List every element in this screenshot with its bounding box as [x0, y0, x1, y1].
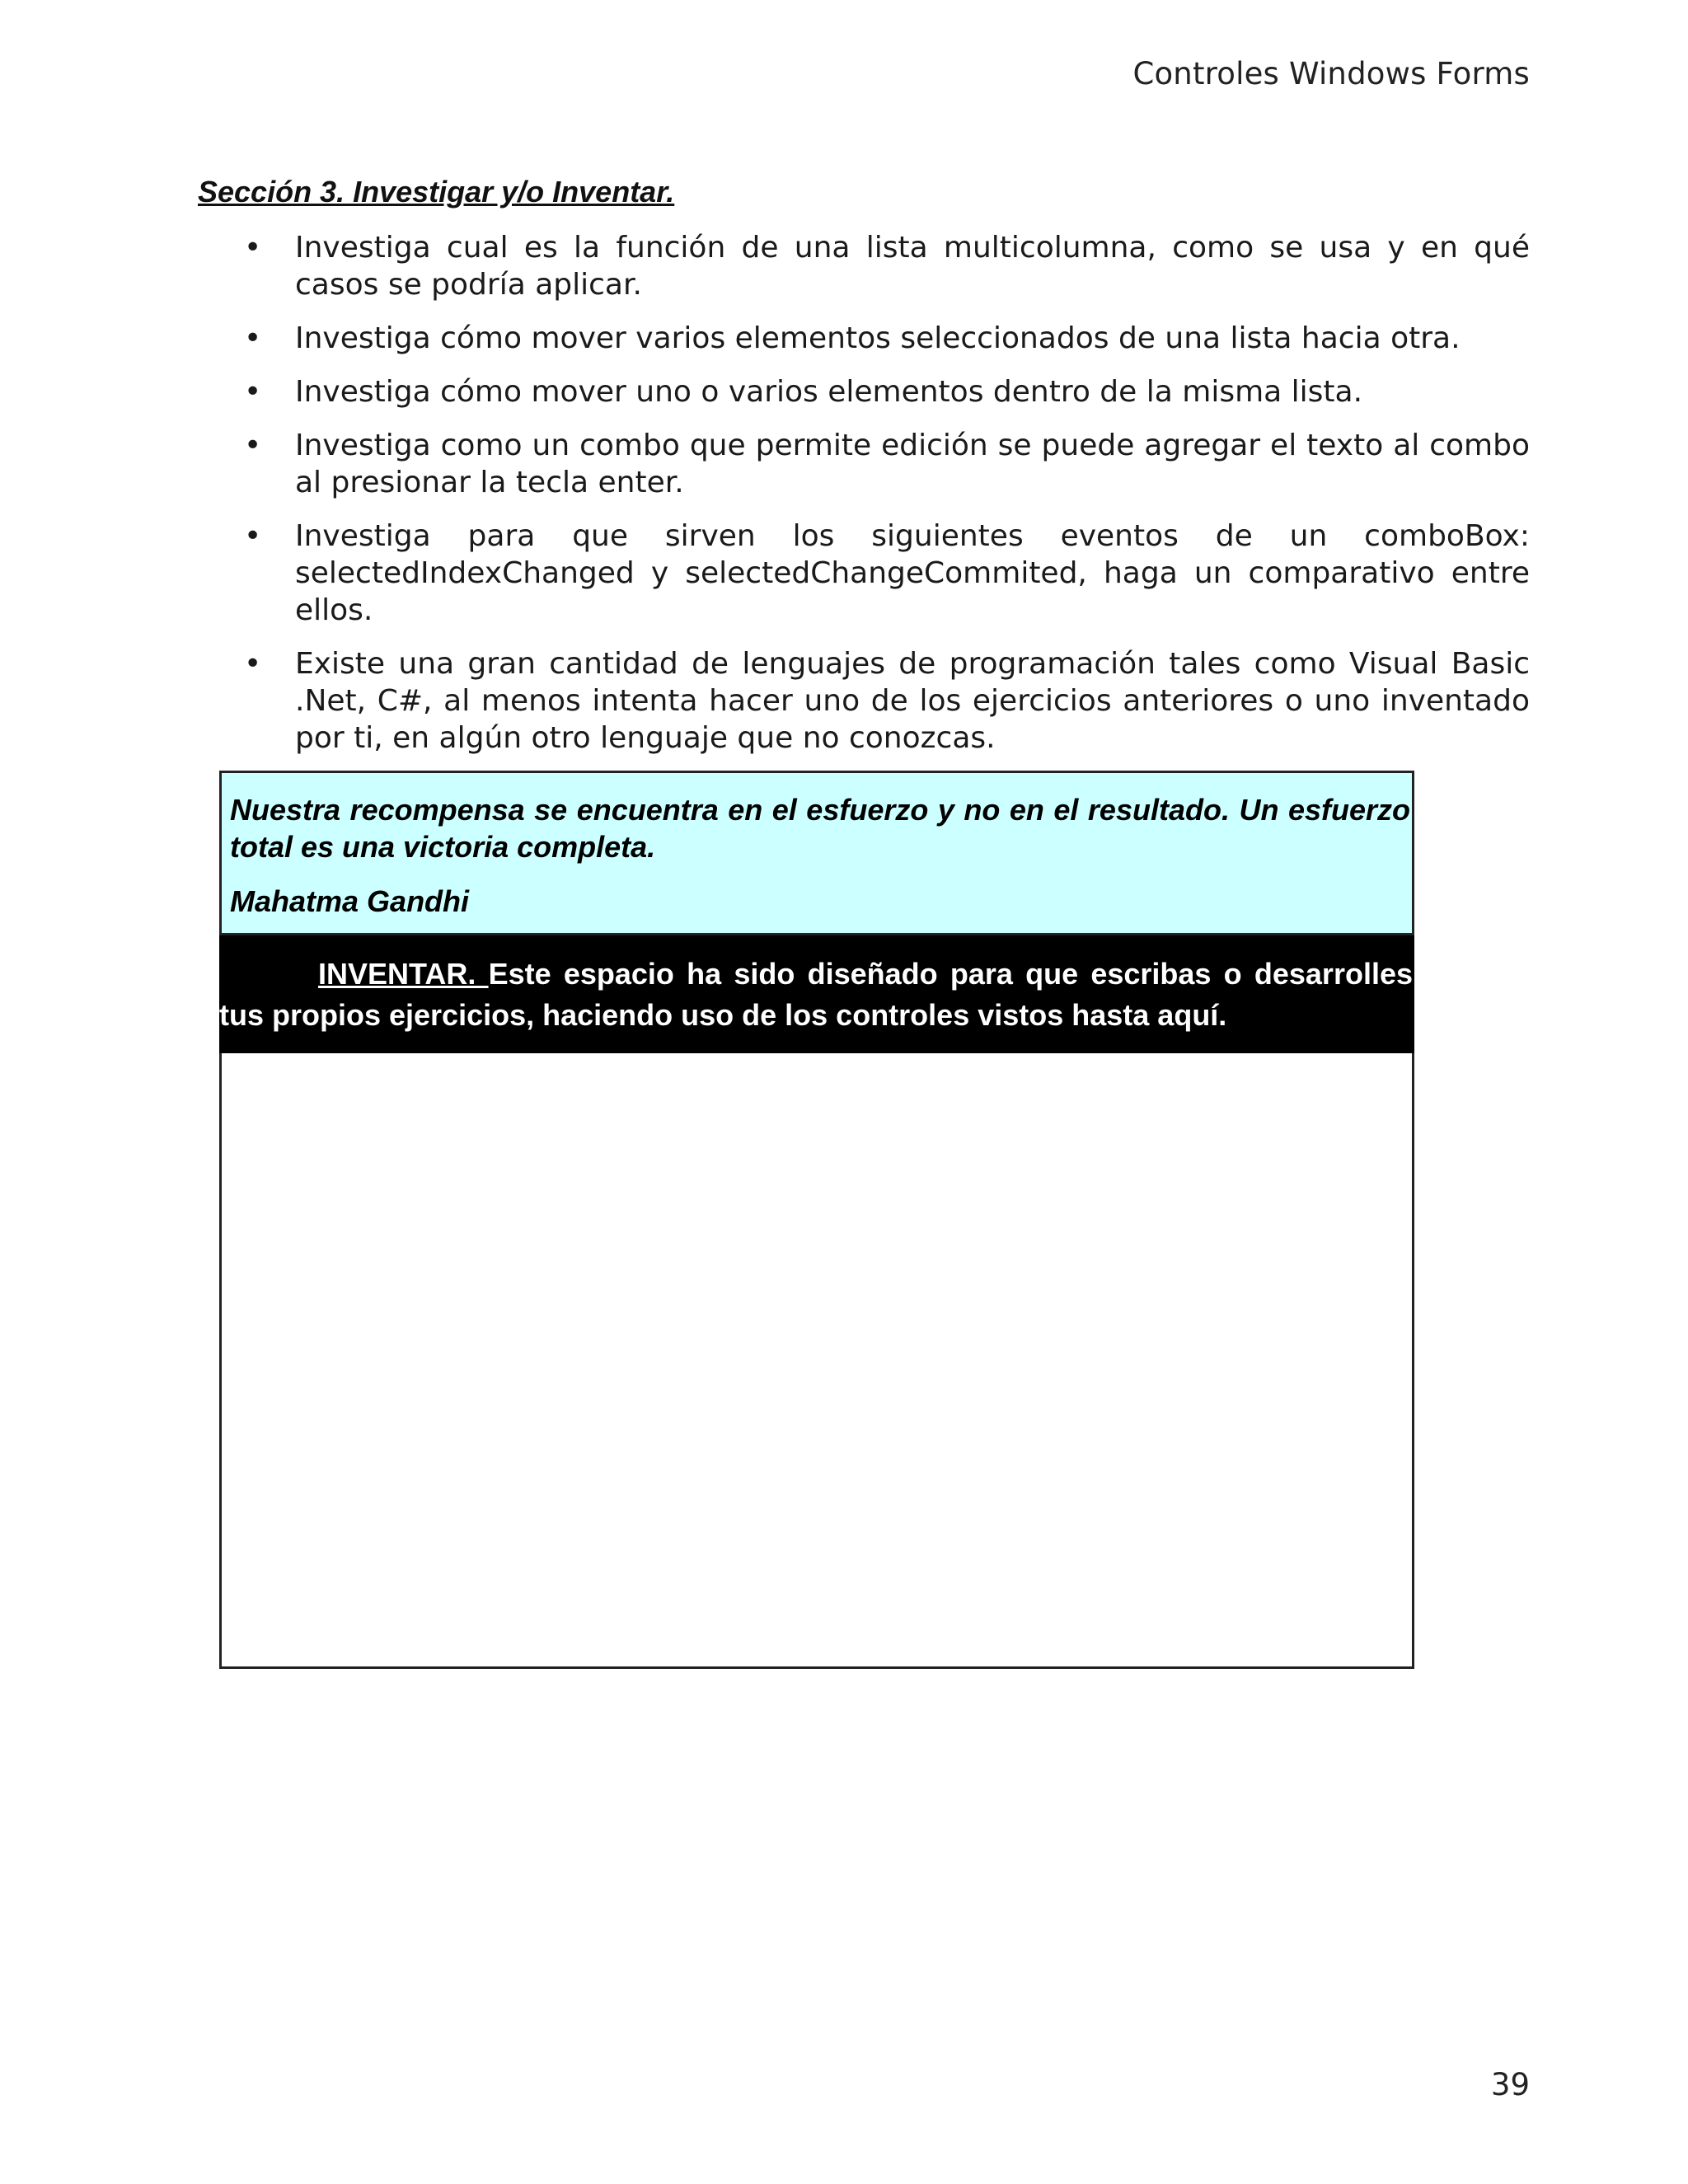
list-item-text: Investiga cual es la función de una lista multicolumna, como se usa y en qué casos se podría aplicar.: [295, 231, 1530, 302]
bullet-icon: •: [244, 375, 262, 409]
bullet-icon: •: [244, 519, 262, 553]
bullet-icon: •: [244, 647, 262, 681]
exercise-writing-area: [219, 1053, 1414, 1669]
bullet-icon: •: [244, 231, 262, 265]
quote-author: Mahatma Gandhi: [230, 884, 470, 918]
list-item: [244, 229, 1530, 303]
bullet-icon: •: [244, 429, 262, 462]
list-item: [244, 518, 1530, 629]
list-item-text: Existe una gran cantidad de lenguajes de programación tales como Visual Basic .Net, C#, al menos intenta hacer uno de los ejercicios anteriores o uno inventado por ti, en algún otro lenguaje que no conozcas.: [295, 647, 1530, 755]
list-item-text: Investiga cómo mover uno o varios elementos dentro de la misma lista.: [295, 375, 1363, 409]
quote-box: [219, 771, 1414, 935]
invent-description: [219, 954, 1413, 1036]
invent-label: INVENTAR.: [318, 957, 489, 991]
list-item-text: Investiga para que sirven los siguientes eventos de un comboBox: selectedIndexChanged y selectedChangeCommited, haga un comparativo entre ellos.: [295, 519, 1530, 627]
bullet-icon: •: [244, 321, 262, 355]
list-item: [244, 645, 1530, 757]
page-number: 39: [1490, 2067, 1530, 2102]
list-item: [244, 373, 1530, 410]
running-header: Controles Windows Forms: [1132, 56, 1530, 91]
list-item-text: Investiga como un combo que permite edición se puede agregar el texto al combo al presionar la tecla enter.: [295, 429, 1530, 499]
list-item-text: Investiga cómo mover varios elementos seleccionados de una lista hacia otra.: [295, 321, 1461, 355]
list-item: [244, 427, 1530, 501]
invent-text: Este espacio ha sido diseñado para que escribas o desarrolles tus propios ejercicios, haciendo uso de los controles vistos hasta aquí.: [219, 957, 1413, 1032]
quote-text: Nuestra recompensa se encuentra en el esfuerzo y no en el resultado. Un esfuerzo total es una victoria completa.: [230, 793, 1410, 864]
list-item: [244, 320, 1530, 357]
invent-banner: [219, 935, 1414, 1053]
section-heading: Sección 3. Investigar y/o Inventar.: [198, 175, 675, 209]
research-list: [244, 229, 1530, 773]
